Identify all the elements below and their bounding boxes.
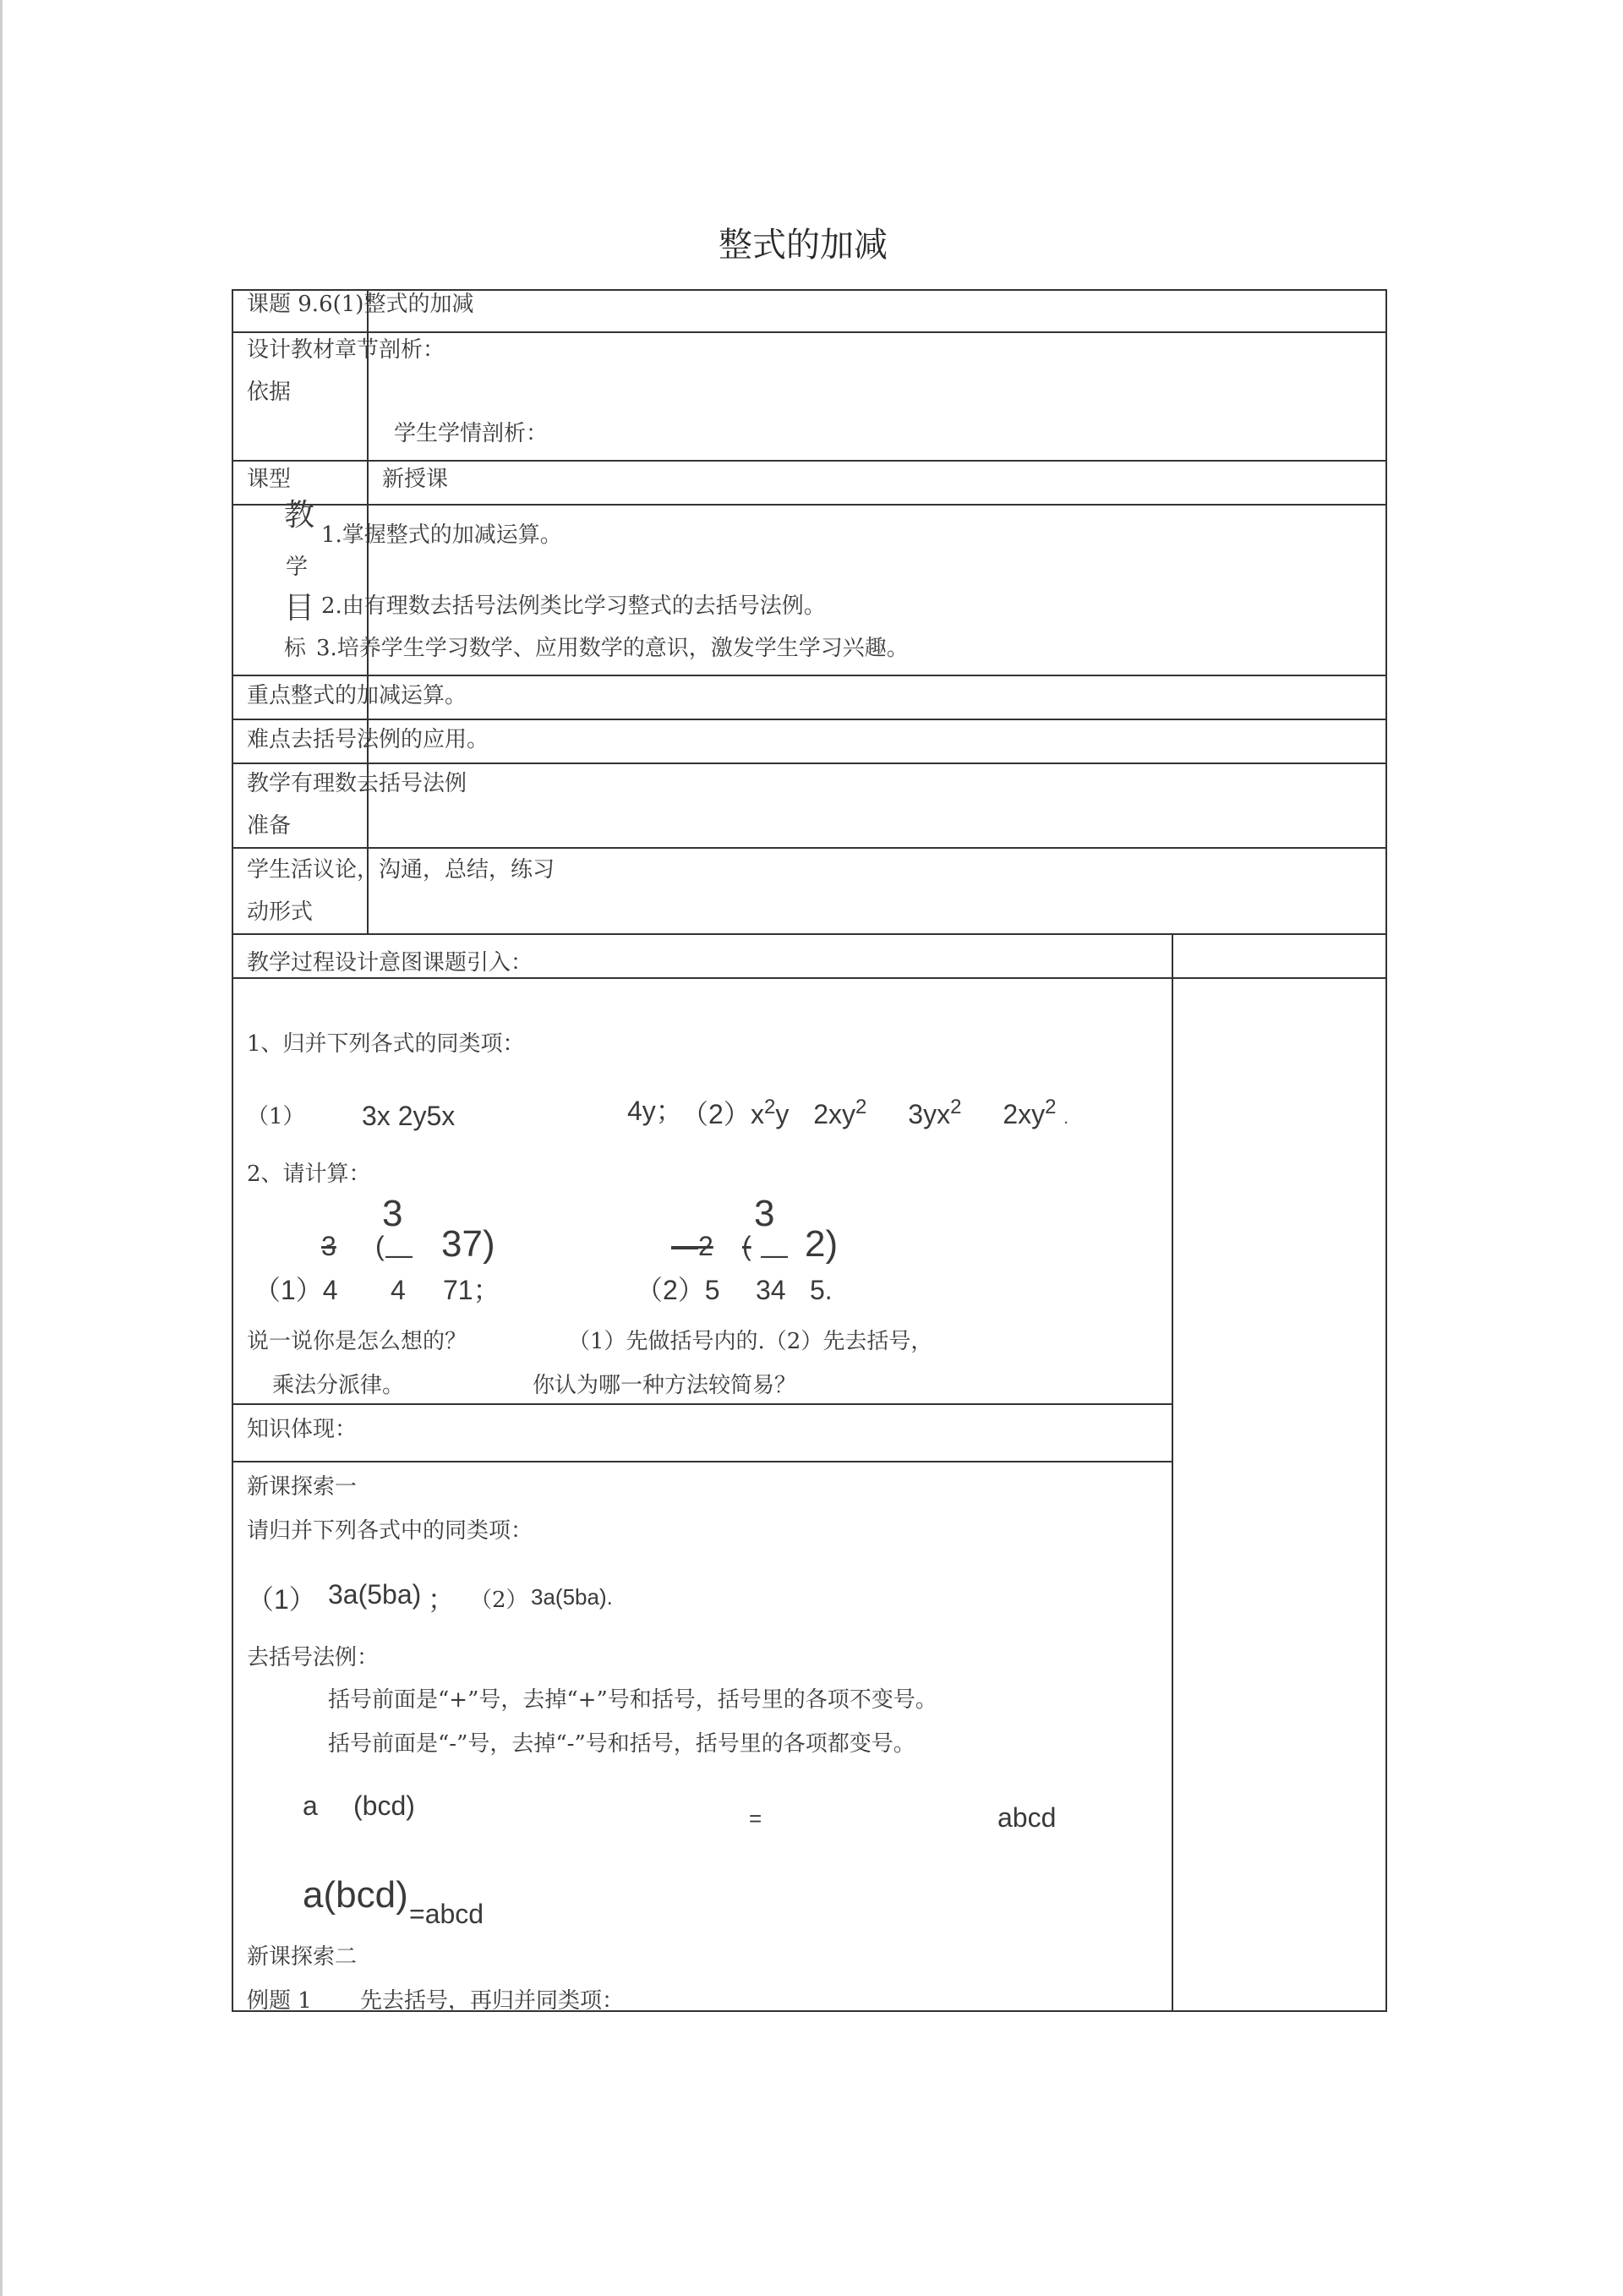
prep-cell: 教学有理数去括号法例	[247, 771, 467, 796]
calc1-top-three: 3	[382, 1193, 403, 1234]
page-edge	[0, 0, 3, 2296]
calc1-paren: (	[375, 1231, 385, 1261]
q1-part2-exp: 2	[855, 1096, 867, 1118]
calc2-num-left: —2	[671, 1231, 713, 1261]
calc2-paren: (	[742, 1231, 751, 1261]
lesson-type-value: 新授课	[382, 467, 449, 492]
process-header: 教学过程设计意图课题引入：	[247, 950, 533, 976]
row-line	[232, 504, 1387, 506]
distributive-law: 乘法分派律。	[272, 1373, 405, 1398]
example2-rhs: =abcd	[409, 1899, 484, 1929]
calc1-num-left: 3	[321, 1231, 336, 1261]
calc2-label: （2）5	[636, 1275, 720, 1305]
calc1-num-right: 37)	[441, 1223, 495, 1265]
student-analysis-label: 学生学情剖析：	[394, 421, 549, 446]
q1-part2-exp: 2	[764, 1096, 776, 1118]
q1-part2-num: （2）	[681, 1099, 751, 1129]
goal-item: 3.培养学生学习数学、应用数学的意识，激发学生学习兴趣。	[316, 636, 909, 661]
calc2-top-three: 3	[754, 1193, 775, 1234]
goal-item: 1.掌握整式的加减运算。	[321, 522, 562, 548]
textbook-analysis-label: 节剖析：	[357, 337, 445, 363]
key-point-cell: 重点整式的加减运算。	[247, 683, 467, 708]
design-basis-label-2: 依据	[247, 380, 292, 405]
calc1-den-right: 71；	[443, 1275, 500, 1305]
q1-part1-num: （1）	[247, 1104, 305, 1129]
q1-part2-term: 2xy	[1003, 1099, 1046, 1129]
explore1-prompt: 请归并下列各式中的同类项：	[247, 1518, 533, 1544]
think-prompt: 说一说你是怎么想的？	[247, 1329, 467, 1354]
row-line	[232, 933, 1387, 935]
table-right-border	[1385, 289, 1387, 2012]
design-basis-label: 设计教材章	[247, 337, 358, 363]
row-line	[232, 675, 1387, 676]
explore1-p1-sep: ；	[428, 1584, 456, 1615]
q1-part1-expr: 3x 2y5x	[362, 1101, 456, 1131]
calc2-num-mid: —	[761, 1239, 788, 1270]
example-a: a	[303, 1790, 318, 1821]
intro-question-2: 2、请计算：	[247, 1162, 371, 1187]
row-line	[232, 719, 1387, 720]
row-line	[232, 1461, 1173, 1462]
row-line	[232, 460, 1387, 462]
explore1-p1-num: （1）	[247, 1584, 316, 1615]
q1-part1-tail: 4y；	[627, 1096, 683, 1126]
explore2-heading: 新课探索二	[247, 1944, 358, 1970]
q1-part2-term: .	[1063, 1109, 1068, 1128]
row-line	[232, 331, 1387, 333]
row-line	[232, 763, 1387, 764]
rule-heading: 去括号法例：	[247, 1645, 380, 1670]
q1-part2-term: y	[775, 1099, 790, 1129]
example-eq: =	[749, 1806, 762, 1831]
q1-part2-expr	[751, 1096, 1068, 1134]
example2-lhs: a(bcd)	[303, 1874, 408, 1916]
calc1-num-mid: —	[385, 1239, 413, 1270]
explore1-p1-expr: 3a(5ba)	[328, 1579, 422, 1610]
example1-label: 例题 1	[247, 1988, 312, 2014]
row-line	[232, 977, 1387, 979]
prep-label-2: 准备	[247, 813, 292, 839]
goals-label-char: 目	[284, 591, 315, 626]
q1-part2-term: 3yx	[908, 1099, 951, 1129]
knowledge-heading: 知识体现：	[247, 1417, 358, 1442]
rule-plus: 括号前面是“+”号，去掉“+”号和括号，括号里的各项不变号。	[328, 1687, 937, 1713]
example1-text: 先去括号，再归并同类项：	[360, 1988, 625, 2014]
think-options: （1）先做括号内的.（2）先去括号，	[568, 1329, 933, 1354]
explore1-p2-num: （2）	[470, 1588, 528, 1613]
row-line	[232, 847, 1387, 849]
q1-part2-exp: 2	[950, 1096, 962, 1118]
which-method: 你认为哪一种方法较简易？	[533, 1373, 797, 1398]
goal-item: 2.由有理数去括号法例类比学习整式的去括号法例。	[321, 593, 826, 619]
q1-part2-term: x	[751, 1099, 764, 1129]
row-line	[232, 1403, 1173, 1405]
page-title: 整式的加减	[719, 226, 888, 265]
intent-column-divider	[1172, 933, 1173, 2012]
intro-question-1: 1、归并下列各式的同类项：	[247, 1031, 525, 1057]
calc1-label: （1）4	[254, 1275, 338, 1305]
rule-minus: 括号前面是“-”号，去掉“-”号和括号，括号里的各项都变号。	[328, 1731, 915, 1757]
activity-cell: 学生活议论，沟通，总结，练习	[247, 857, 555, 883]
difficulty-cell: 难点去括号法例的应用。	[247, 727, 489, 752]
goals-label-char: 标	[284, 636, 307, 661]
row-line	[232, 289, 1387, 291]
activity-label-2: 动形式	[247, 899, 314, 925]
calc2-den-mid: 34	[756, 1275, 786, 1305]
q1-part2-exp: 2	[1045, 1096, 1057, 1118]
explore1-heading: 新课探索一	[247, 1474, 358, 1500]
explore1-p2-expr: 3a(5ba).	[531, 1584, 613, 1610]
topic-cell: 课题 9.6(1)整式的加减	[247, 292, 474, 317]
calc2-num-right: 2)	[805, 1223, 839, 1265]
example-bcd: (bcd)	[353, 1790, 415, 1821]
goals-label-char: 教	[284, 498, 315, 533]
lesson-type-label: 课型	[247, 467, 292, 492]
example-result: abcd	[997, 1802, 1057, 1833]
table-left-border	[232, 289, 233, 2012]
calc2-den-right: 5.	[810, 1275, 833, 1305]
q1-part2-term: 2xy	[813, 1099, 856, 1129]
goals-label-char: 学	[286, 555, 309, 580]
calc1-den-mid: 4	[391, 1275, 406, 1305]
